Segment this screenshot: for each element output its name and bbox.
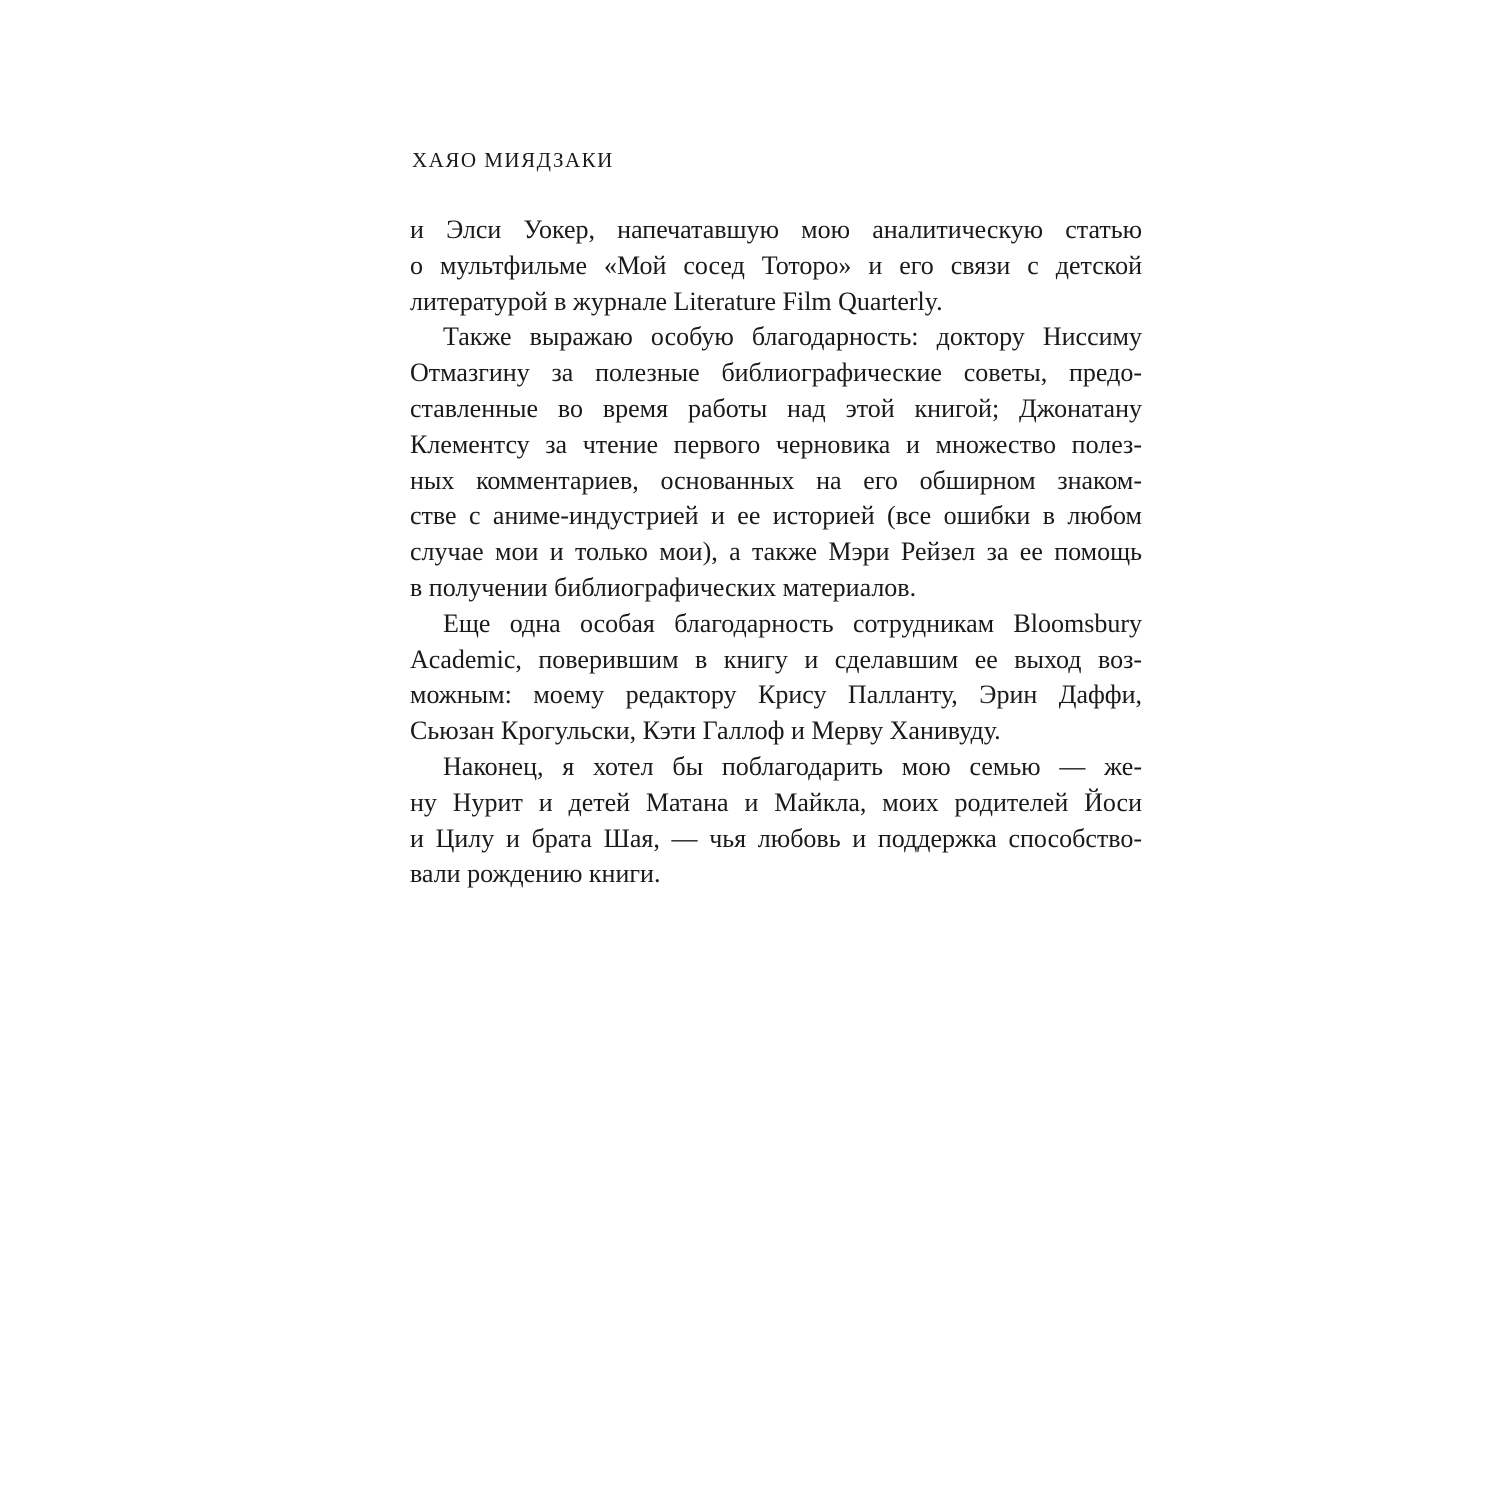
text-line: вали рождению книги. xyxy=(410,859,661,889)
text-line: и Элси Уокер, напечатавшую мою аналитическую статью xyxy=(410,215,1142,244)
text-line: Еще одна особая благодарность сотрудникам Bloomsbury xyxy=(443,608,1142,638)
text-line: и Цилу и брата Шая, — чья любовь и поддержка способство- xyxy=(410,823,1142,853)
text-line: Academic, поверившим в книгу и сделавшим ее выход воз- xyxy=(410,644,1142,674)
text-line: можным: моему редактору Крису Палланту, Эрин Даффи, xyxy=(410,680,1142,710)
text-line: ных комментариев, основанных на его обширном знаком- xyxy=(410,465,1142,495)
text-line: Также выражаю особую благодарность: доктору Ниссиму xyxy=(443,322,1142,352)
text-line: стве с аниме-индустрией и ее историей (все ошибки в любом xyxy=(410,501,1142,531)
text-line: ну Нурит и детей Матана и Майкла, моих родителей Йоси xyxy=(410,787,1142,817)
body-text xyxy=(410,212,1142,892)
text-line: Клементсу за чтение первого черновика и множество полез- xyxy=(410,429,1142,459)
text-line: литературой в журнале Literature Film Quarterly. xyxy=(410,286,943,316)
text-line: Сьюзан Крогульски, Кэти Галлоф и Мерву Ханивуду. xyxy=(410,716,1001,746)
text-line: Наконец, я хотел бы поблагодарить мою семью — же- xyxy=(443,751,1142,781)
text-line: случае мои и только мои), а также Мэри Рейзел за ее помощь xyxy=(410,537,1142,567)
running-head: ХАЯО МИЯДЗАКИ xyxy=(412,148,614,172)
text-line: ставленные во время работы над этой книгой; Джонатану xyxy=(410,393,1142,423)
text-line: Отмазгину за полезные библиографические советы, предо- xyxy=(410,358,1142,388)
text-line: о мультфильме «Мой сосед Тоторо» и его связи с детской xyxy=(410,250,1142,280)
text-line: в получении библиографических материалов. xyxy=(410,572,917,602)
